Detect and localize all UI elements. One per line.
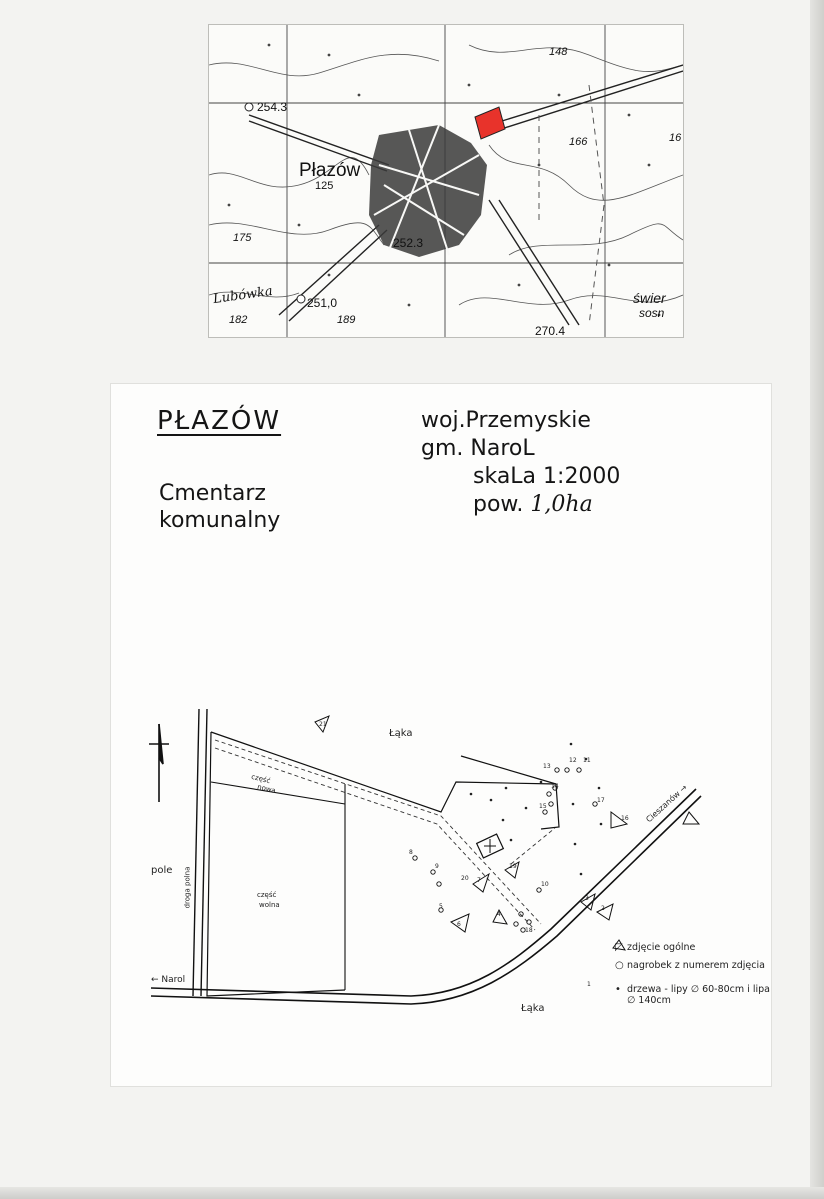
photo-number: 2 bbox=[601, 905, 605, 912]
free-part-label: część bbox=[257, 891, 277, 899]
photo-number: 6 bbox=[457, 921, 461, 928]
cemetery-plan-drawing bbox=[111, 384, 771, 1086]
photo-number: 12 bbox=[569, 757, 577, 764]
tree-dot-icon: • bbox=[615, 984, 621, 995]
topographic-map-drawing bbox=[209, 25, 683, 337]
trig-point-icon bbox=[245, 100, 305, 303]
cemetery-boundary bbox=[461, 756, 556, 784]
photo-number: 21 bbox=[319, 721, 327, 728]
field-label: pole bbox=[151, 865, 173, 876]
field-road bbox=[193, 709, 207, 996]
photo-number: 9 bbox=[435, 863, 439, 870]
area-label: pow. bbox=[473, 492, 524, 517]
commune: gm. NaroL bbox=[421, 436, 535, 461]
area-value: 1,0ha bbox=[530, 492, 593, 517]
spot-height: 252.3 bbox=[393, 236, 424, 250]
photo-direction-icon bbox=[315, 716, 699, 950]
spot-height: 182 bbox=[229, 314, 248, 326]
photo-number: 5 bbox=[439, 903, 443, 910]
new-part-label: część bbox=[250, 772, 272, 786]
meadow-label: Łąka bbox=[389, 728, 413, 739]
photo-number: 3 bbox=[585, 895, 589, 902]
spot-height: 175 bbox=[233, 232, 252, 244]
photo-direction-icon: ◸ bbox=[615, 942, 623, 953]
spot-height: 166 bbox=[569, 136, 588, 148]
spot-height: 125 bbox=[315, 180, 334, 192]
north-arrow-icon bbox=[149, 724, 169, 802]
village-builtup-area bbox=[369, 125, 487, 257]
topographic-map bbox=[208, 24, 684, 338]
voivodeship: woj.Przemyskie bbox=[421, 408, 591, 433]
village-title: PŁAZÓW bbox=[157, 406, 282, 436]
sheet-edge bbox=[810, 0, 824, 1199]
photo-number: 10 bbox=[541, 881, 549, 888]
sheet-edge bbox=[0, 1187, 824, 1199]
photo-number: 14 bbox=[551, 783, 559, 790]
photo-number: 16 bbox=[621, 815, 629, 822]
road-west-label: ← Narol bbox=[151, 975, 186, 985]
spot-height: 16 bbox=[669, 132, 682, 144]
boundary-line bbox=[589, 85, 604, 325]
site-type-line1: Cmentarz bbox=[159, 481, 266, 506]
photo-number: 7 bbox=[477, 877, 481, 884]
photo-number: 4 bbox=[497, 911, 501, 918]
photo-number: 20 bbox=[461, 875, 469, 882]
section-divider bbox=[211, 782, 345, 804]
free-part-label: wolna bbox=[259, 901, 280, 909]
field-road-label: droga polna bbox=[183, 866, 192, 909]
cemetery-highlight bbox=[475, 107, 505, 139]
photo-number: 13 bbox=[543, 763, 551, 770]
photo-number: 8 bbox=[409, 849, 413, 856]
map-place-name: Płazów bbox=[299, 160, 361, 181]
map-partial-label: świer bbox=[633, 290, 666, 306]
photo-number: 15 bbox=[539, 803, 547, 810]
spot-height: 148 bbox=[549, 46, 568, 58]
map-partial-label: sosn bbox=[639, 306, 665, 320]
main-road bbox=[151, 789, 701, 1004]
scale: skaLa 1:2000 bbox=[473, 464, 621, 489]
photo-number: 18 bbox=[525, 927, 533, 934]
spot-height: 270.4 bbox=[535, 324, 566, 338]
photo-number: 1 bbox=[587, 981, 591, 988]
photo-number: 11 bbox=[583, 757, 591, 764]
spot-height: 254.3 bbox=[257, 100, 288, 114]
new-part-label: nowa bbox=[256, 782, 277, 796]
spot-height: 251,0 bbox=[307, 296, 338, 310]
site-type-line2: komunalny bbox=[159, 508, 281, 533]
meadow-label: Łąka bbox=[521, 1003, 545, 1014]
cemetery-plan-card: PŁAZÓW Cmentarz komunalny woj.Przemyskie gm. NaroL skaLa 1:2000 pow. 1,0ha Łąka Łąka pole część nowa część wolna droga polna ← Narol Cieszanów → 1 2 3 4 5 6 7 8 9 10 11 12 13 14 15 16 17 18 19 20 21 ◸ zdjęcie ogólne ○ nagrobek z numerem zdjęcia • drzewa - lipy ∅ 60-80cm i lipa ∅ 140cm bbox=[110, 383, 772, 1087]
photo-number: 19 bbox=[509, 863, 517, 870]
numbered-grave-icon: ○ bbox=[615, 960, 624, 971]
road-east-label: Cieszanów → bbox=[644, 782, 689, 825]
photo-number: 17 bbox=[597, 797, 605, 804]
stream-name: Lubówka bbox=[212, 283, 274, 308]
spot-height: 189 bbox=[337, 314, 356, 326]
